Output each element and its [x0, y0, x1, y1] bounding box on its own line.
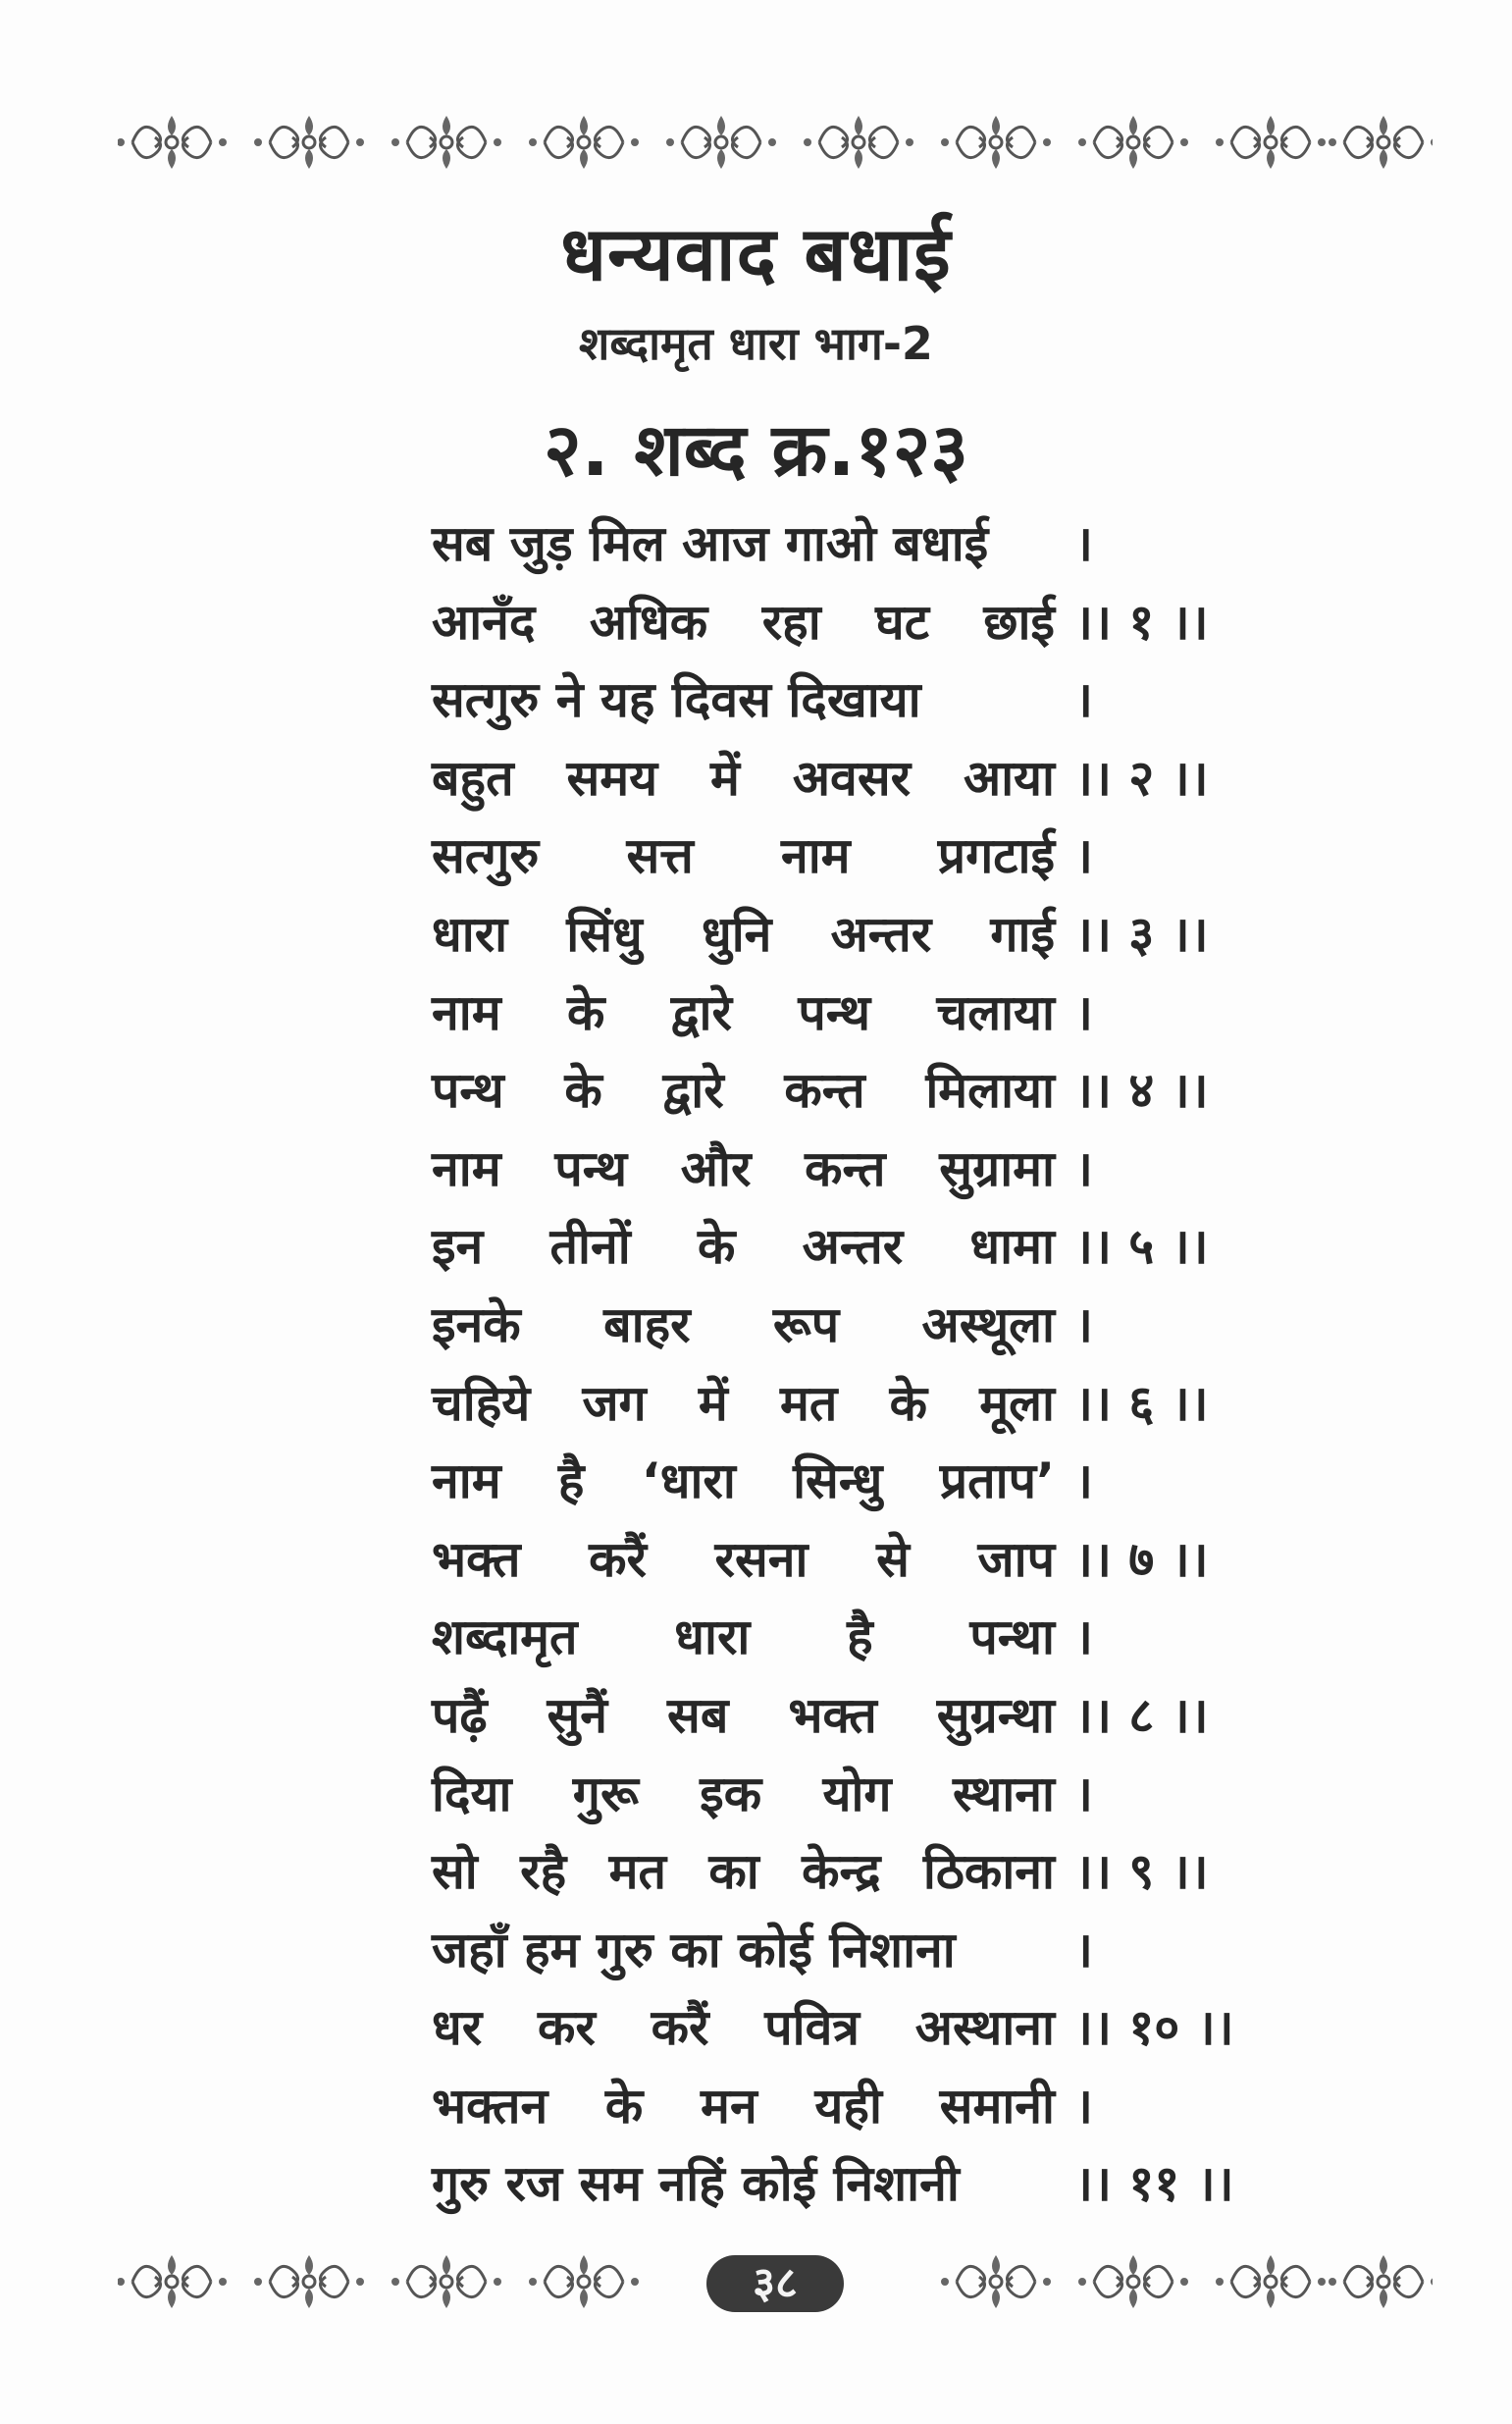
- verse-text: इनके बाहर रूप अस्थूला: [432, 1295, 1055, 1353]
- verse-text: सत्गुरु ने यह दिवस दिखाया: [432, 671, 921, 729]
- verse-text: धारा सिंधु धुनि अन्तर गाई: [432, 905, 1055, 963]
- top-floral-border-icon: [118, 108, 1433, 177]
- page-number: ३८: [706, 2255, 844, 2312]
- verse-line: [432, 1443, 1276, 1521]
- verse-line: [432, 1912, 1276, 1990]
- verse-mark: ।। ५ ।।: [1074, 1218, 1209, 1276]
- verse-line: [432, 505, 1276, 584]
- verse-text: बहुत समय में अवसर आया: [432, 749, 1055, 807]
- verse-text: चहिये जग में मत के मूला: [432, 1374, 1055, 1432]
- verse-mark: ।: [1074, 1608, 1093, 1666]
- shabda-number-heading: २. शब्द क्र.१२३: [544, 408, 968, 493]
- verse-mark: ।। १० ।।: [1074, 1999, 1234, 2057]
- verse-line: [432, 2068, 1276, 2146]
- verse-text: नाम पन्थ और कन्त सुग्रामा: [432, 1139, 1055, 1197]
- verse-text: शब्दामृत धारा है पन्था: [432, 1608, 1055, 1666]
- verse-line: [432, 817, 1276, 896]
- verse-mark: ।। ११ ।।: [1074, 2155, 1234, 2213]
- verse-line: [432, 584, 1276, 662]
- verse-text: भक्त करैं रसना से जाप: [432, 1530, 1055, 1588]
- verse-line: [432, 661, 1276, 740]
- verse-list: [432, 505, 1276, 2224]
- verse-text: पढ़ैं सुनैं सब भक्त सुग्रन्था: [432, 1686, 1055, 1744]
- verse-text: जहाँ हम गुरु का कोई निशाना: [432, 1921, 956, 1978]
- verse-mark: ।। ७ ।।: [1074, 1530, 1209, 1588]
- verse-line: [432, 975, 1276, 1053]
- verse-text: सत्गुरु सत्त नाम प्रगटाई: [432, 827, 1055, 885]
- verse-mark: ।: [1074, 1139, 1093, 1197]
- verse-mark: ।। ८ ।।: [1074, 1686, 1209, 1744]
- verse-line: [432, 1599, 1276, 1677]
- verse-text: सो रहै मत का केन्द्र ठिकाना: [432, 1843, 1055, 1901]
- verse-line: [432, 896, 1276, 975]
- page-title: धन्यवाद बधाई: [560, 210, 952, 297]
- verse-line: [432, 1756, 1276, 1834]
- verse-mark: ।। २ ।।: [1074, 749, 1209, 807]
- verse-line: [432, 1052, 1276, 1131]
- verse-line: [432, 1677, 1276, 1756]
- verse-mark: ।। ३ ।।: [1074, 905, 1209, 963]
- verse-mark: ।: [1074, 515, 1093, 572]
- verse-line: [432, 1131, 1276, 1209]
- verse-text: इन तीनों के अन्तर धामा: [432, 1218, 1055, 1276]
- verse-line: [432, 740, 1276, 818]
- verse-mark: ।: [1074, 1295, 1093, 1353]
- book-subtitle: शब्दामृत धारा भाग-2: [579, 317, 933, 370]
- verse-text: नाम के द्वारे पन्थ चलाया: [432, 983, 1055, 1041]
- verse-text: सब जुड़ मिल आज गाओ बधाई: [432, 515, 989, 572]
- verse-line: [432, 1287, 1276, 1365]
- verse-mark: ।: [1074, 983, 1093, 1041]
- verse-line: [432, 1989, 1276, 2068]
- verse-line: [432, 2145, 1276, 2224]
- verse-mark: ।: [1074, 827, 1093, 885]
- verse-mark: ।। १ ।।: [1074, 593, 1209, 651]
- verse-mark: ।। ९ ।।: [1074, 1843, 1209, 1901]
- verse-mark: ।। ६ ।।: [1074, 1374, 1209, 1432]
- verse-mark: ।: [1074, 2077, 1093, 2134]
- verse-text: भक्तन के मन यही समानी: [432, 2077, 1055, 2134]
- verse-mark: ।: [1074, 1765, 1093, 1822]
- verse-mark: ।। ४ ।।: [1074, 1062, 1209, 1120]
- verse-text: पन्थ के द्वारे कन्त मिलाया: [432, 1062, 1055, 1120]
- verse-mark: ।: [1074, 1921, 1093, 1978]
- verse-line: [432, 1365, 1276, 1444]
- verse-text: आनँद अधिक रहा घट छाई: [432, 593, 1055, 651]
- verse-text: गुरु रज सम नहिं कोई निशानी: [432, 2155, 960, 2213]
- verse-text: दिया गुरू इक योग स्थाना: [432, 1765, 1055, 1822]
- verse-line: [432, 1208, 1276, 1287]
- verse-text: नाम है ‘धारा सिन्धु प्रताप’: [432, 1452, 1055, 1510]
- verse-mark: ।: [1074, 1452, 1093, 1510]
- verse-line: [432, 1833, 1276, 1912]
- verse-text: धर कर करैं पवित्र अस्थाना: [432, 1999, 1055, 2057]
- verse-mark: ।: [1074, 671, 1093, 729]
- verse-line: [432, 1521, 1276, 1600]
